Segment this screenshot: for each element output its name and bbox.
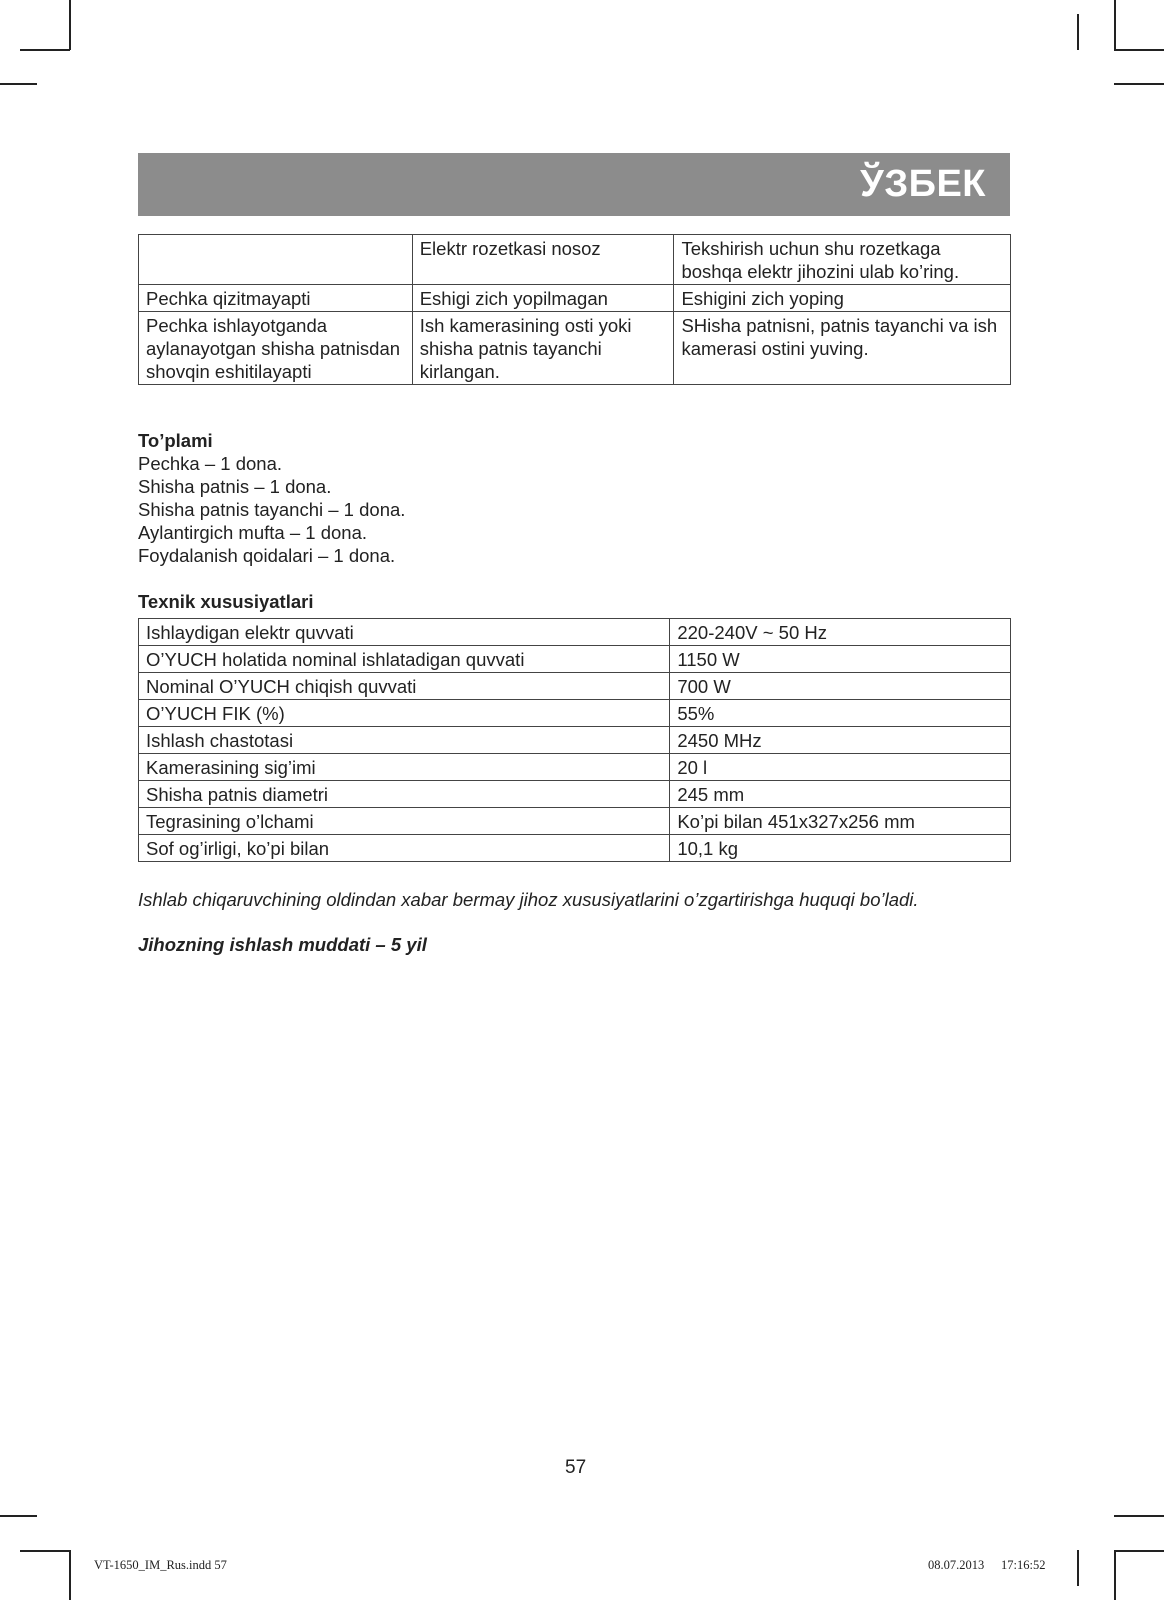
spec-value: 1150 W bbox=[670, 646, 1011, 673]
service-life-note: Jihozning ishlash muddati – 5 yil bbox=[138, 934, 427, 955]
slug-date: 08.07.2013 bbox=[928, 1558, 985, 1572]
spec-label: Kamerasining sig’imi bbox=[139, 754, 670, 781]
spec-label: Nominal O’YUCH chiqish quvvati bbox=[139, 673, 670, 700]
spec-label: O’YUCH holatida nominal ishlatadigan quvvati bbox=[139, 646, 670, 673]
slug-time: 17:16:52 bbox=[1001, 1558, 1046, 1572]
spec-value: 245 mm bbox=[670, 781, 1011, 808]
spec-label: Ishlash chastotasi bbox=[139, 727, 670, 754]
crop-mark bbox=[1077, 14, 1079, 50]
language-banner bbox=[138, 153, 1010, 216]
page-number: 57 bbox=[565, 1457, 587, 1478]
crop-mark bbox=[1114, 83, 1164, 85]
spec-value: 220-240V ~ 50 Hz bbox=[670, 619, 1011, 646]
table-row bbox=[139, 700, 1011, 727]
specs-heading: Texnik xususiyatlari bbox=[138, 591, 314, 612]
spec-value: Ko’pi bilan 451x327x256 mm bbox=[670, 808, 1011, 835]
crop-mark bbox=[1114, 1550, 1116, 1600]
table-row bbox=[139, 312, 1011, 385]
crop-mark bbox=[1077, 1550, 1079, 1586]
table-row bbox=[139, 727, 1011, 754]
package-heading: To’plami bbox=[138, 430, 213, 451]
problem-cell: Pechka ishlayotganda aylanayotgan shisha patnisdan shovqin eshitilayapti bbox=[139, 312, 413, 385]
solution-cell: SHisha patnisni, patnis tayanchi va ish kamerasi ostini yuving. bbox=[674, 312, 1011, 385]
package-item: Shisha patnis – 1 dona. bbox=[138, 476, 332, 497]
table-row bbox=[139, 285, 1011, 312]
crop-mark bbox=[1114, 0, 1116, 50]
slug-filename: VT-1650_IM_Rus.indd 57 bbox=[94, 1558, 227, 1572]
crop-mark bbox=[1114, 1550, 1164, 1552]
crop-mark bbox=[0, 83, 37, 85]
spec-value: 700 W bbox=[670, 673, 1011, 700]
problem-cell bbox=[139, 235, 413, 285]
crop-mark bbox=[20, 1550, 70, 1552]
crop-mark bbox=[69, 1550, 71, 1600]
spec-label: Tegrasining o’lchami bbox=[139, 808, 670, 835]
spec-value: 20 l bbox=[670, 754, 1011, 781]
table-row bbox=[139, 781, 1011, 808]
table-row bbox=[139, 754, 1011, 781]
table-row bbox=[139, 235, 1011, 285]
spec-label: O’YUCH FIK (%) bbox=[139, 700, 670, 727]
spec-value: 55% bbox=[670, 700, 1011, 727]
crop-mark bbox=[20, 49, 70, 51]
manufacturer-notice: Ishlab chiqaruvchining oldindan xabar bermay jihoz xususiyatlarini o’zgartirishga huquqi bo’ladi. bbox=[138, 889, 919, 910]
package-item: Aylantirgich mufta – 1 dona. bbox=[138, 522, 367, 543]
package-item: Shisha patnis tayanchi – 1 dona. bbox=[138, 499, 406, 520]
crop-mark bbox=[1114, 1515, 1164, 1517]
cause-cell: Eshigi zich yopilmagan bbox=[412, 285, 674, 312]
problem-cell: Pechka qizitmayapti bbox=[139, 285, 413, 312]
table-row bbox=[139, 835, 1011, 862]
crop-mark bbox=[69, 0, 71, 50]
cause-cell: Ish kamerasining osti yoki shisha patnis tayanchi kirlangan. bbox=[412, 312, 674, 385]
table-row bbox=[139, 808, 1011, 835]
cause-cell: Elektr rozetkasi nosoz bbox=[412, 235, 674, 285]
crop-mark bbox=[0, 1515, 37, 1517]
spec-label: Shisha patnis diametri bbox=[139, 781, 670, 808]
specs-table bbox=[138, 618, 1011, 862]
spec-value: 10,1 kg bbox=[670, 835, 1011, 862]
table-row bbox=[139, 646, 1011, 673]
language-title: ЎЗБЕК bbox=[860, 163, 986, 205]
solution-cell: Eshigini zich yoping bbox=[674, 285, 1011, 312]
table-row bbox=[139, 673, 1011, 700]
solution-cell: Tekshirish uchun shu rozetkaga boshqa elektr jihozini ulab ko’ring. bbox=[674, 235, 1011, 285]
spec-label: Ishlaydigan elektr quvvati bbox=[139, 619, 670, 646]
package-item: Foydalanish qoidalari – 1 dona. bbox=[138, 545, 396, 566]
spec-label: Sof og’irligi, ko’pi bilan bbox=[139, 835, 670, 862]
table-row bbox=[139, 619, 1011, 646]
spec-value: 2450 MHz bbox=[670, 727, 1011, 754]
crop-mark bbox=[1114, 49, 1164, 51]
troubleshooting-table bbox=[138, 234, 1011, 385]
package-item: Pechka – 1 dona. bbox=[138, 453, 282, 474]
